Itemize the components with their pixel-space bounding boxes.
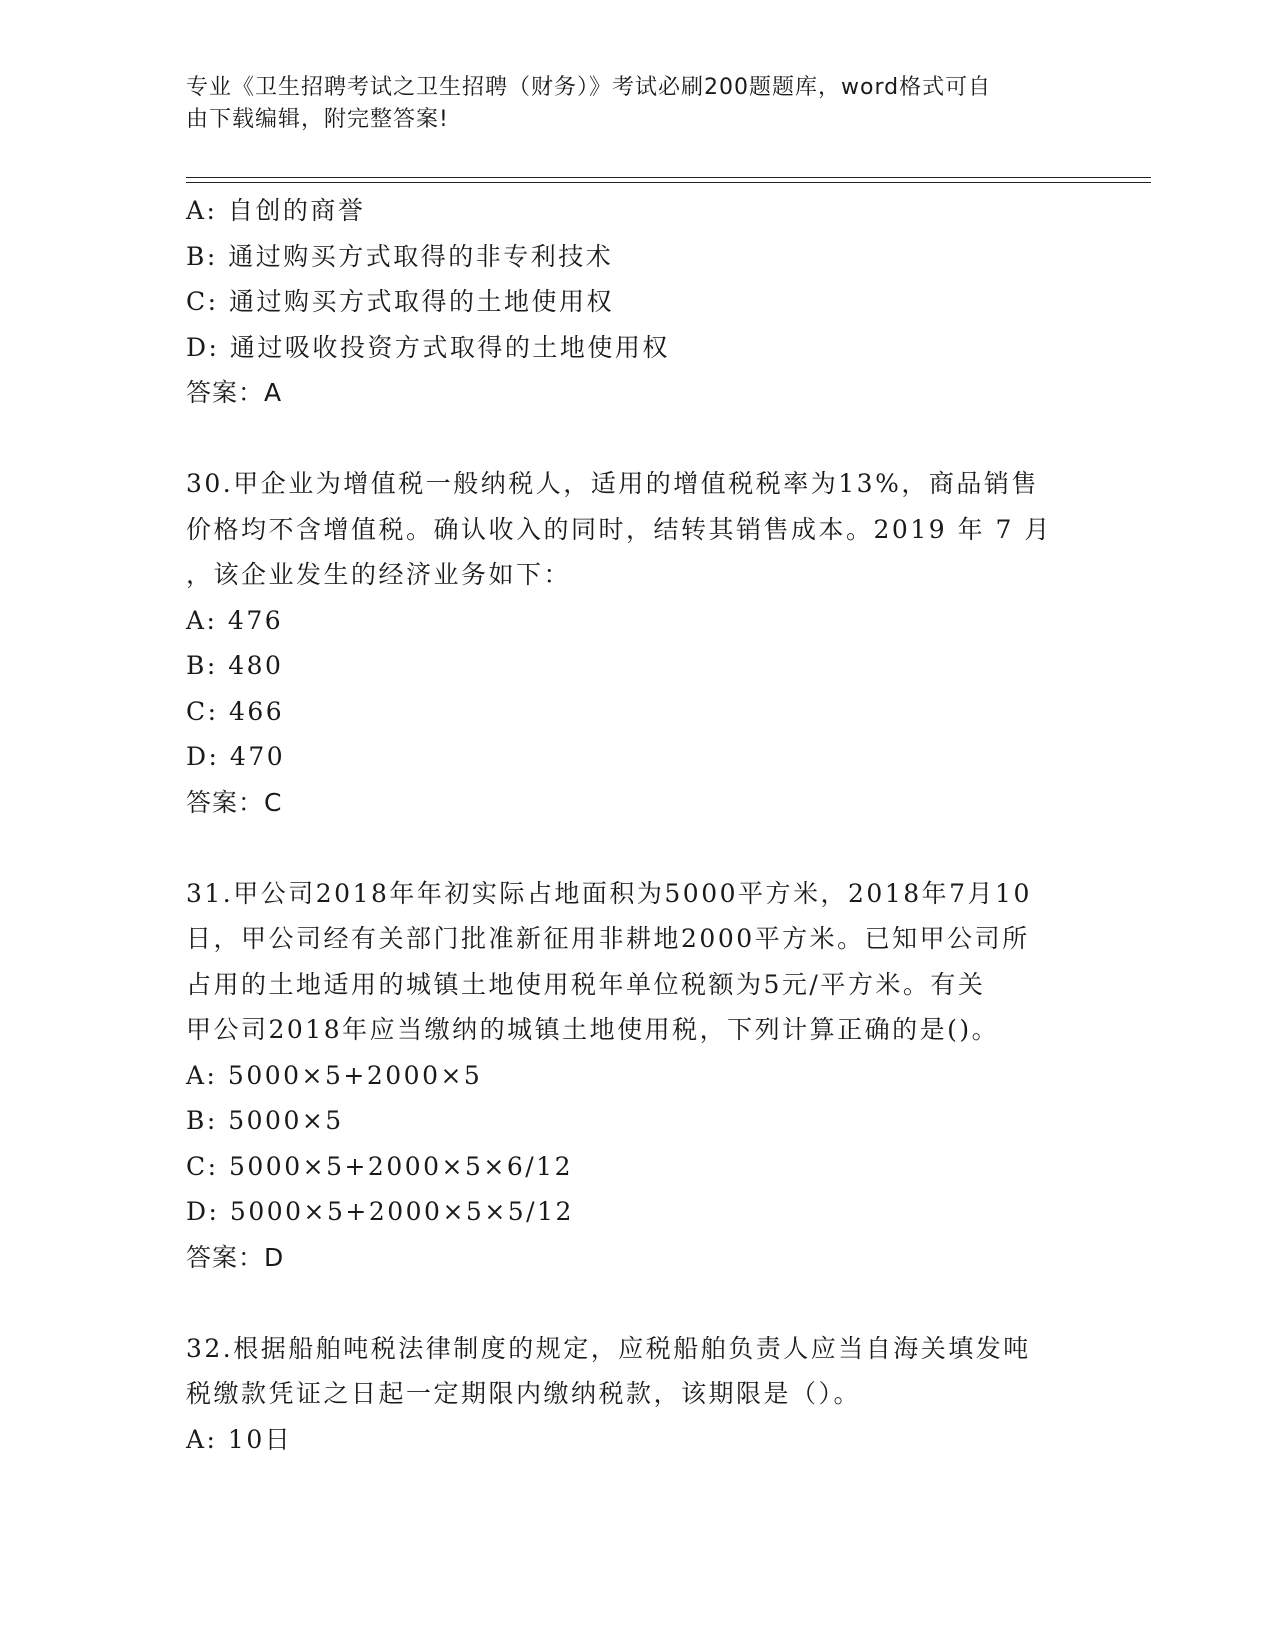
answer: 答案：C [186,787,283,817]
header-line-1: 专业《卫生招聘考试之卫生招聘（财务）》考试必刷200题题库，word格式可自 [186,75,992,100]
question-31 [186,871,1086,1281]
header-line-2: 由下载编辑，附完整答案! [186,107,449,132]
spacer [186,416,1086,462]
option-c: C: 通过购买方式取得的土地使用权 [186,287,614,316]
spacer [186,1280,1086,1326]
question-29 [186,188,1086,416]
document-header [186,72,1066,136]
question-32 [186,1326,1086,1463]
question-stem-line: 32.根据船舶吨税法律制度的规定，应税船舶负责人应当自海关填发吨 [186,1333,1031,1363]
option-a: A: 476 [186,605,284,635]
option-d: D: 5000×5+2000×5×5/12 [186,1197,574,1226]
option-d: D: 470 [186,742,286,771]
option-b: B: 480 [186,651,284,680]
question-stem-line: 31.甲公司2018年年初实际占地面积为5000平方米，2018年7月10 [186,878,1032,908]
option-d: D: 通过吸收投资方式取得的土地使用权 [186,332,670,362]
question-stem-line: 税缴款凭证之日起一定期限内缴纳税款，该期限是（）。 [186,1379,862,1408]
header-divider-top [186,177,1151,178]
option-b: B: 5000×5 [186,1106,344,1135]
question-30 [186,461,1086,825]
option-a: A: 10日 [186,1424,293,1454]
header-divider-bottom [186,182,1151,183]
spacer [186,825,1086,871]
option-c: C: 5000×5+2000×5×6/12 [186,1151,573,1181]
question-stem-line: 甲公司2018年应当缴纳的城镇土地使用税，下列计算正确的是()。 [186,1015,1000,1044]
option-c: C: 466 [186,696,285,726]
option-b: B: 通过购买方式取得的非专利技术 [186,241,614,271]
option-a: A: 自创的商誉 [186,196,366,225]
question-content [186,188,1086,1462]
answer: 答案：A [186,378,283,407]
question-stem-line: 日，甲公司经有关部门批准新征用非耕地2000平方米。已知甲公司所 [186,924,1030,953]
question-stem-line: 占用的土地适用的城镇土地使用税年单位税额为5元/平方米。有关 [186,969,986,999]
answer: 答案：D [186,1242,285,1272]
option-a: A: 5000×5+2000×5 [186,1060,483,1090]
question-stem-line: 30.甲企业为增值税一般纳税人，适用的增值税税率为13%，商品销售 [186,469,1039,498]
question-stem-line: ，该企业发生的经济业务如下： [186,560,572,589]
question-stem-line: 价格均不含增值税。确认收入的同时，结转其销售成本。2019 年 7 月 [186,514,1052,544]
